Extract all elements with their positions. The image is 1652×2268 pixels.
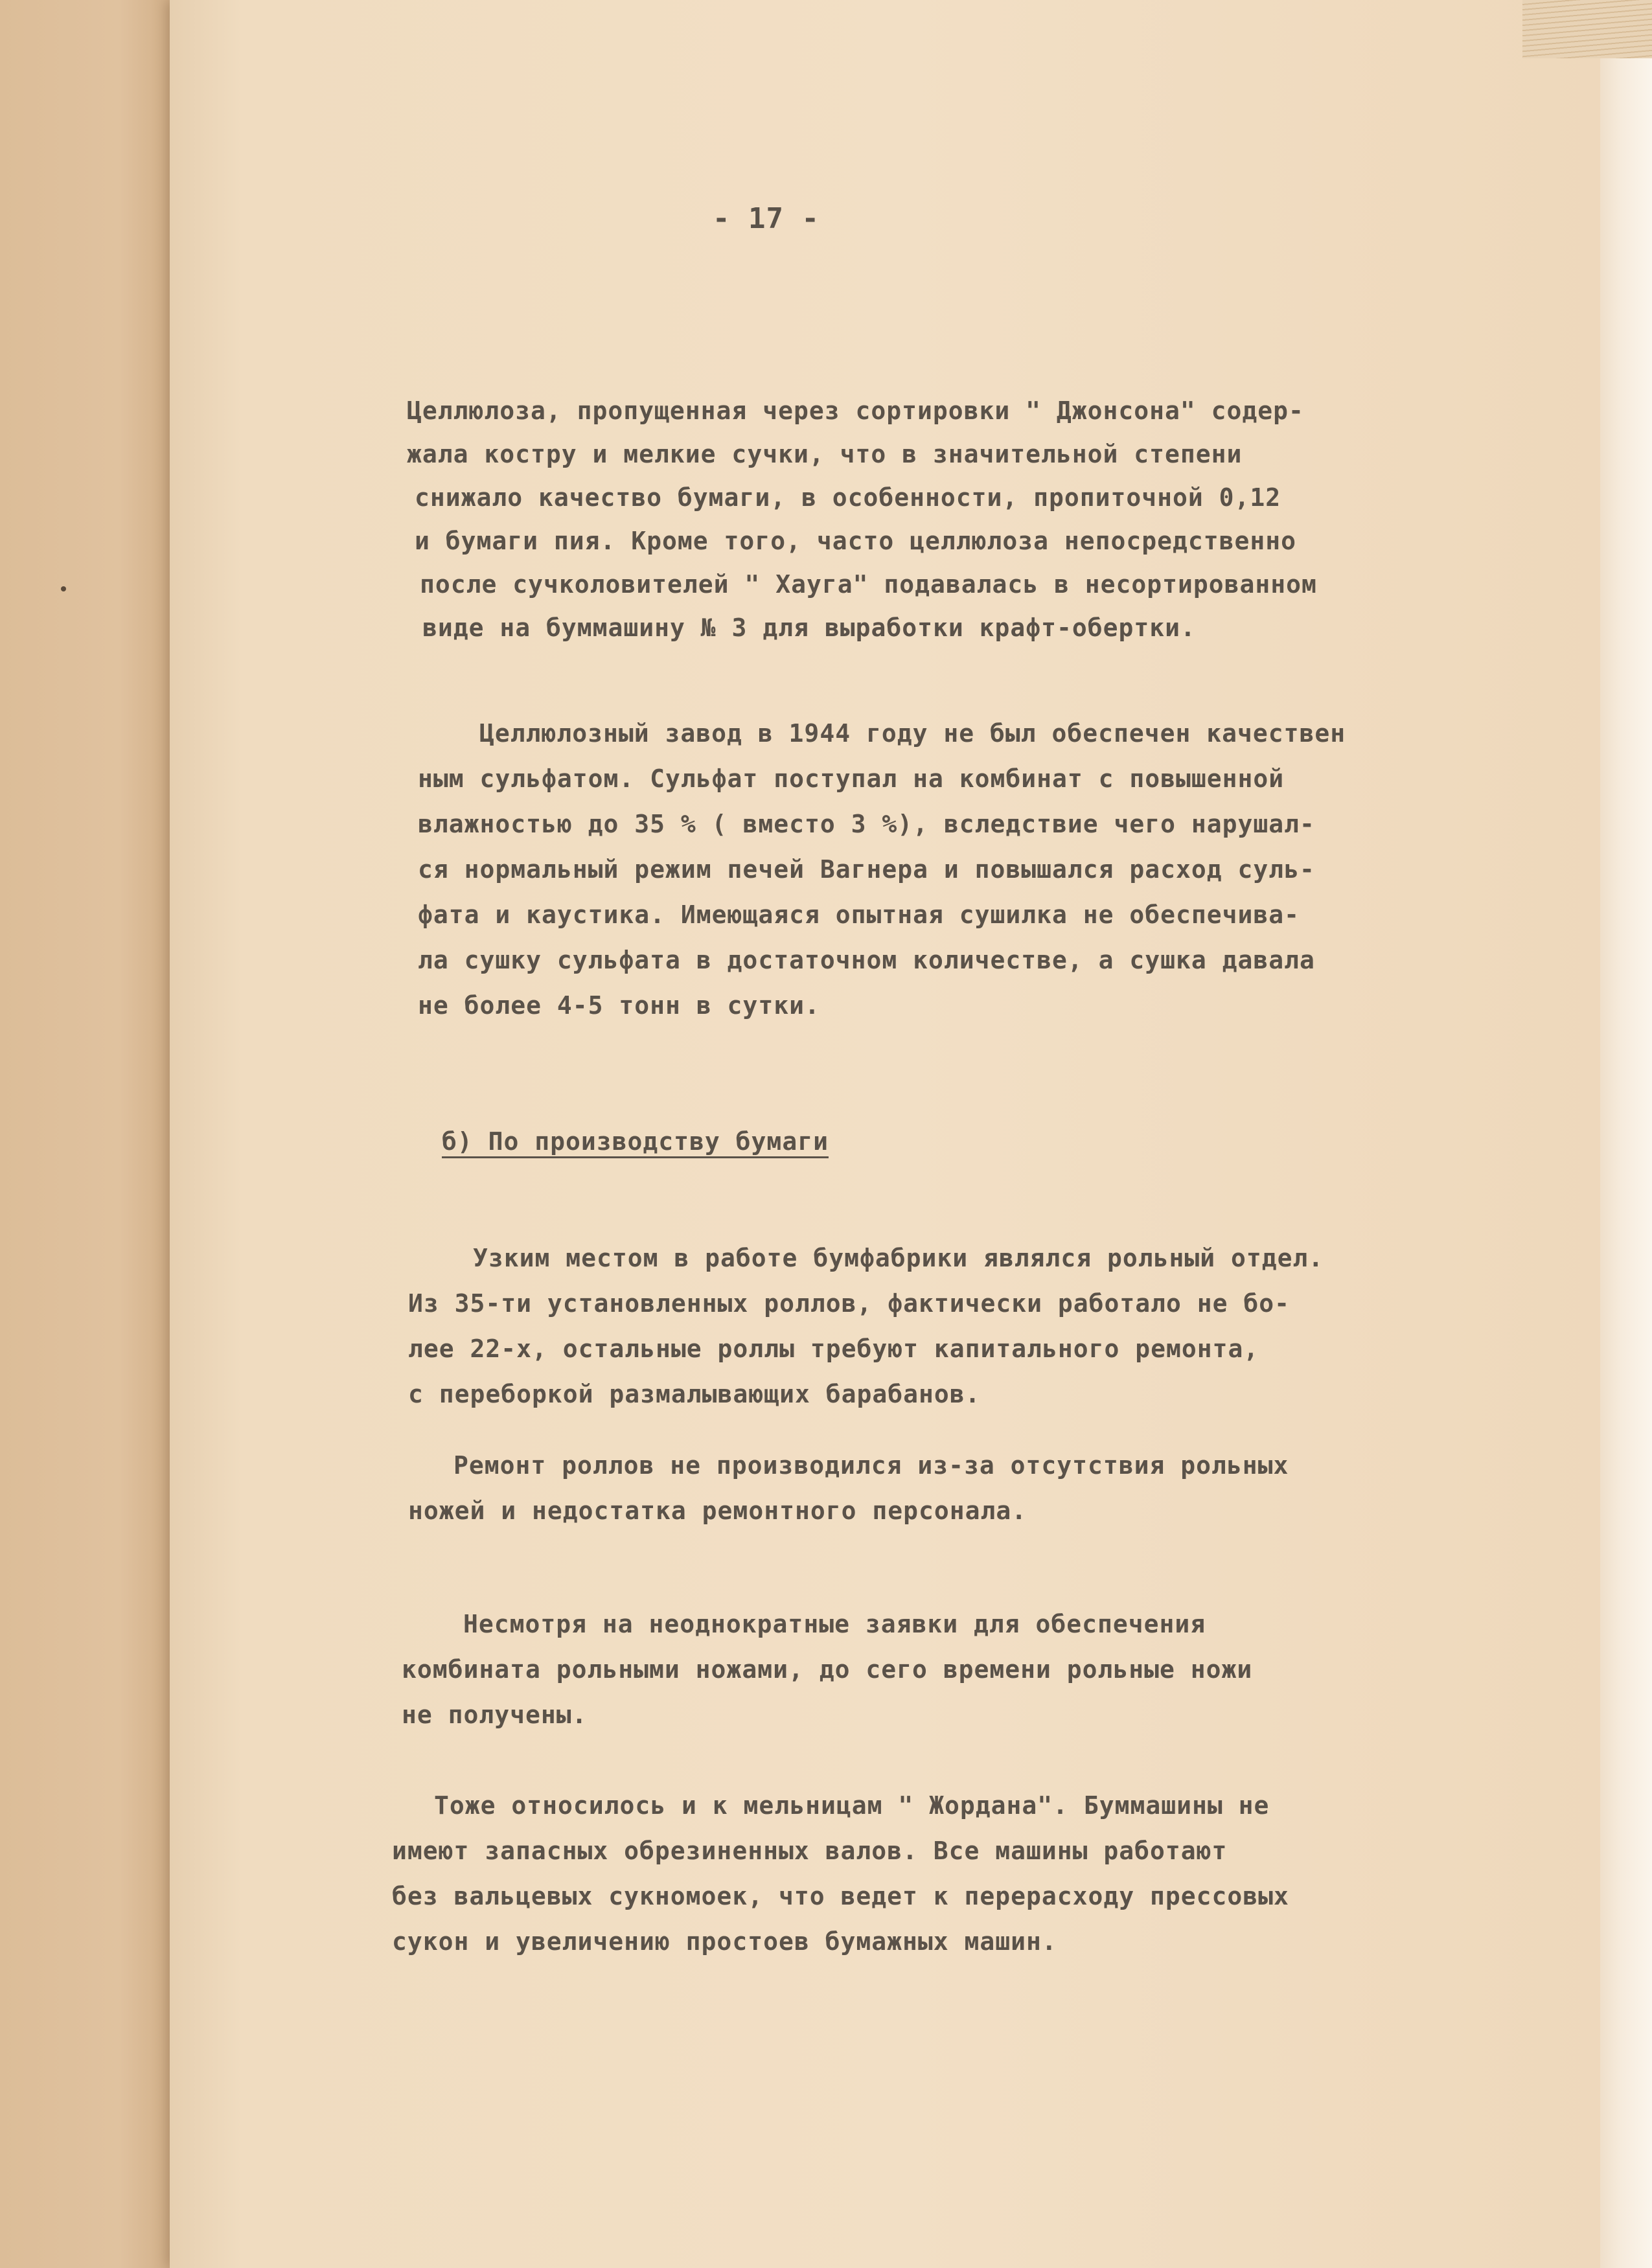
paragraph-line: Из 35-ти установленных роллов, фактически работало не бо-: [408, 1289, 1291, 1318]
paragraph-line: ся нормальный режим печей Вагнера и повышался расход суль-: [418, 855, 1315, 884]
paragraph-line: сукон и увеличению простоев бумажных машин.: [392, 1927, 1057, 1956]
paragraph-line: фата и каустика. Имеющаяся опытная сушилка не обеспечива-: [418, 900, 1300, 929]
paragraph-line: Несмотря на неоднократные заявки для обеспечения: [463, 1610, 1206, 1638]
page-edge: [1600, 0, 1652, 2268]
paragraph-line: комбината рольными ножами, до сего времени рольные ножи: [402, 1655, 1253, 1684]
paragraph-line: имеют запасных обрезиненных валов. Все машины работают: [392, 1837, 1228, 1865]
paragraph-line: ла сушку сульфата в достаточном количестве, а сушка давала: [418, 946, 1315, 974]
paragraph-line: с переборкой размалывающих барабанов.: [408, 1380, 981, 1408]
paragraph-line: влажностью до 35 % ( вместо 3 %), вследствие чего нарушал-: [418, 810, 1315, 838]
paragraph-line: жала костру и мелкие сучки, что в значительной степени: [407, 440, 1243, 468]
paragraph-line: виде на буммашину № 3 для выработки крафт-обертки.: [422, 613, 1196, 642]
paragraph-line: снижало качество бумаги, в особенности, пропиточной 0,12: [415, 483, 1281, 512]
paragraph-line: Тоже относилось и к мельницам " Жордана". Буммашины не: [434, 1791, 1270, 1820]
paragraph-line: Ремонт роллов не производился из-за отсутствия рольных: [453, 1451, 1289, 1480]
paragraph-line: не получены.: [402, 1701, 588, 1729]
paragraph-line: без вальцевых сукномоек, что ведет к перерасходу прессовых: [392, 1882, 1289, 1910]
paragraph-line: не более 4-5 тонн в сутки.: [418, 991, 820, 1020]
paragraph-line: Узким местом в работе бумфабрики являлся рольный отдел.: [473, 1244, 1324, 1272]
paragraph-line: после сучколовителей " Хауга" подавалась в несортированном: [420, 570, 1317, 599]
stacked-page-edges: [1522, 0, 1652, 58]
paragraph-line: Целлюлозный завод в 1944 году не был обеспечен качествен: [479, 719, 1346, 748]
paragraph-line: и бумаги пия. Кроме того, часто целлюлоза непосредственно: [415, 527, 1297, 555]
page-number: - 17 -: [713, 202, 820, 235]
paragraph-line: лее 22-х, остальные роллы требуют капитального ремонта,: [408, 1334, 1259, 1363]
paragraph-line: ным сульфатом. Сульфат поступал на комбинат с повышенной: [418, 764, 1285, 793]
left-binding: [0, 0, 170, 2268]
binding-mark: [61, 586, 66, 591]
section-heading: б) По производству бумаги: [442, 1127, 829, 1156]
paragraph-line: Целлюлоза, пропущенная через сортировки " Джонсона" содер-: [407, 396, 1304, 425]
paragraph-line: ножей и недостатка ремонтного персонала.: [408, 1496, 1027, 1525]
